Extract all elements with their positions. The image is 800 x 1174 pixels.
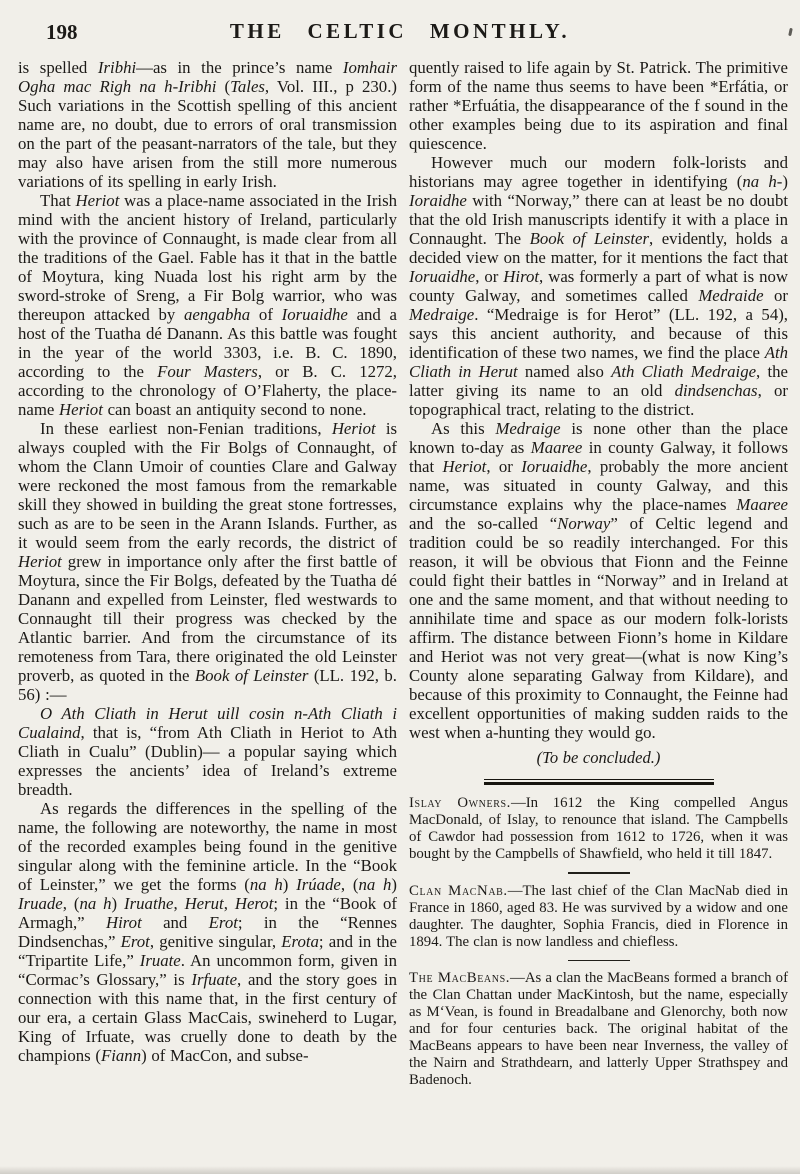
to-be-concluded-text: (To be concluded.) (536, 748, 661, 767)
notes-section (409, 795, 788, 1089)
right-column-paragraphs (409, 58, 788, 742)
note-the-macbeans (409, 970, 788, 1089)
page-number: 198 (46, 20, 78, 44)
section-divider (484, 779, 714, 785)
paragraph: As regards the differences in the spelling of the name, the following are noteworthy, the name in most of the recorded examples being found in the genitive singular along with the feminine article. In the “Book of Leinster,” we get the forms (na h) Irúade, (na h) Iruade, (na h) Iruathe, Herut, Herot; in the “Book of Armagh,” Hirot and Erot; in the “Rennes Dindsenchas,” Erot, genitive singular, Erota; and in the “Tripartite Life,” Iruate. An uncommon form, given in “Cormac’s Glossary,” is Irfuate, and the story goes in connection with this name that, in the first century of our era, a certain Glass MacCais, swineherd to Lugar, King of Irfuate, was cruelly done to death by the champions (Fiann) of MacCon, and subse- (18, 799, 398, 1065)
paragraph: That Heriot was a place-name associated in the Irish mind with the ancient history of Ireland, particularly with the province of Connaught, is made clear from all the traditions of the Gael. Fable has it that in the battle of Moytura, king Nuada lost his right arm by the sword-stroke of Sreng, a Fir Bolg warrior, who was thereupon attacked by aengabha of Ioruaidhe and a host of the Tuatha dé Danann. As this battle was fought in the year of the world 3303, i.e. B. C. 1890, according to the Four Masters, or B. C. 1272, according to the chronology of O’Flaherty, the place-name Heriot can boast an antiquity second to none. (18, 191, 398, 419)
note-title: The MacBeans. (409, 970, 511, 986)
article-body (18, 58, 788, 1089)
divider-thin-line (484, 779, 714, 780)
divider-thick-line (484, 782, 714, 785)
note-divider (568, 960, 630, 962)
note-body: —The last chief of the Clan MacNab died in France in 1860, aged 83. He was survived by a widow and one daughter. The daughter, Sophia Francis, died in Florence in 1894. The clan is now landless and chiefless. (409, 882, 789, 950)
note-divider (568, 872, 630, 874)
note-clan-macnab (409, 883, 788, 951)
note-title: Clan MacNab. (409, 882, 508, 899)
note-body: —As a clan the MacBeans formed a branch of the Clan Chattan under MacKintosh, but the name, especially as M‘Vean, is found in Breadalbane and Glenorchy, both now and for four centuries back. The original habitat of the MacBeans appears to have been near Inverness, the valley of the Nairn and Strathdearn, and latterly Upper Strathspey and Badenoch. (409, 970, 788, 1088)
right-column (409, 58, 788, 1089)
left-column (18, 58, 397, 1089)
scan-smudge (0, 1166, 800, 1174)
paragraph: As this Medraige is none other than the place known to-day as Maaree in county Galway, it follows that Heriot, or Ioruaidhe, probably the more ancient name, was situated in county Galway, and this circumstance explains why the place-names Maaree and the so-called “Norway” of Celtic legend and tradition could be so readily interchanged. For this reason, it will be obvious that Fionn and the Feinne could fight their battles in “Norway” and in Ireland at one and the same moment, and that without needing to annihilate time and space as our modern folk-lorists affirm. The distance between Fionn’s home in Kildare and Heriot was not very great—(what is now King’s County alone separating Galway from Kildare), and because of this proximity to Connaught, the Feinne had excellent opportunities of making sudden raids to the west when a-hunting they would go. (409, 419, 789, 742)
paragraph: quently raised to life again by St. Patrick. The primitive form of the name thus seems to have been *Erfátia, or rather *Erfuátia, the disappearance of the f sound in the other examples being due to its aspiration and final quiescence. (409, 58, 788, 153)
to-be-concluded (409, 748, 788, 767)
note-islay-owners (409, 795, 788, 863)
paragraph: In these earliest non-Fenian traditions, Heriot is always coupled with the Fir Bolgs of Connaught, of whom the Clann Umoir of counties Clare and Galway were reckoned the most famous from the remarkable skill they showed in building the great stone fortresses, such as are to be seen in the Arann Islands. Further, as it would seem from the early records, the district of Heriot grew in importance only after the first battle of Moytura, since the Fir Bolgs, defeated by the Tuatha dé Danann and expelled from Leinster, fled westwards to Connaught till their progress was checked by the Atlantic barrier. And from the circumstance of its remoteness from Tara, there originated the old Leinster proverb, as quoted in the Book of Leinster (LL. 192, b. 56) :— (18, 419, 398, 704)
note-title: Islay Owners. (409, 795, 511, 811)
paragraph: O Ath Cliath in Herut uill cosin n-Ath Cliath i Cualaind, that is, “from Ath Cliath in Heriot to Ath Cliath in Cualu” (Dublin)— a popular saying which expresses the ancients’ idea of Ireland’s extreme breadth. (18, 704, 397, 799)
paragraph: However much our modern folk-lorists and historians may agree together in identifying (na h-) Ioraidhe with “Norway,” there can at least be no doubt that the old Irish manuscripts identify it with a place in Connaught. The Book of Leinster, evidently, holds a decided view on the matter, for it mentions the fact that Ioruaidhe, or Hirot, was formerly a part of what is now county Galway, and sometimes called Medraide or Medraige. “Medraige is for Herot” (LL. 192, a 54), says this ancient authority, and because of this identification of these two names, we find the place Ath Cliath in Herut named also Ath Cliath Medraige, the latter giving its name to an old dindsenchas, or topographical tract, relating to the district. (409, 153, 788, 419)
paragraph: is spelled Iribhi—as in the prince’s name Iomhair Ogha mac Righ na h-Iribhi (Tales, Vol. III., p 230.) Such variations in the Scottish spelling of this ancient name are, no doubt, due to errors of oral transmission on the part of the peasant-narrators of the tale, but they may also have arisen from the still more numerous variations of its spelling in early Irish. (18, 58, 397, 191)
note-body: —In 1612 the King compelled Angus MacDonald, of Islay, to renounce that island. The Campbells of Cawdor had possession from 1612 to 1726, when it was bought by the Campbells of Shawfield, who held it till 1847. (409, 795, 788, 862)
page-title: THE CELTIC MONTHLY. (229, 19, 571, 43)
